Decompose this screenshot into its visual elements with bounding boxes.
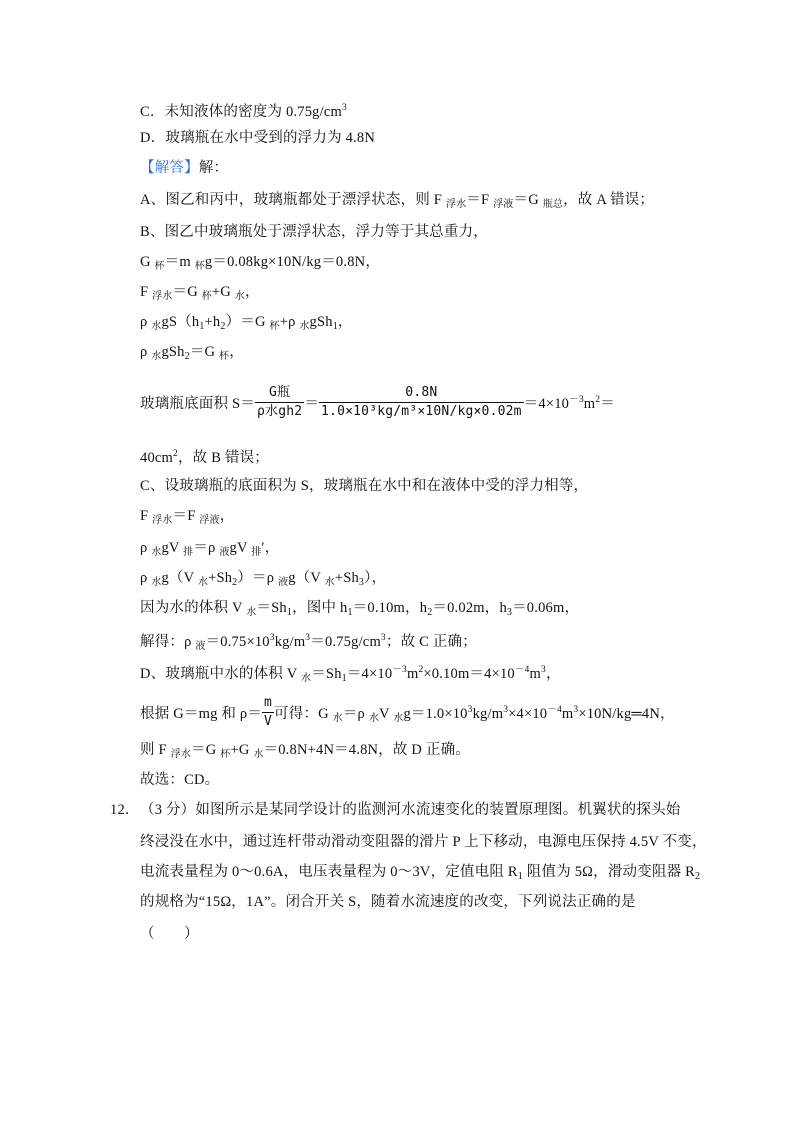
analysis-c-line-5: 因为水的体积 V $_水=Sh_1$，图中 $h_1=0.10m$，$h_2=0.02m$，$h_3=0.06m$， [140, 600, 580, 618]
analysis-b-line-3: F $_{浮水}$＝G $_杯$+G $_水$， [140, 284, 260, 302]
question-12-line-4: 的规格为“15Ω，1A”。闭合开关 S，随着水流速度的改变，下列说法正确的是 [140, 894, 636, 910]
analysis-b-line-5: ρ $_水$gSh$_2$＝G $_杯$， [140, 344, 244, 362]
fraction-2: $\frac{0.8N}{\text{1.0×10³kg/m³×10N/kg×0.02m}}$ [321, 385, 522, 420]
answer-heading: 【解答】解： [140, 160, 229, 176]
analysis-b-line-1: B、图乙中玻璃瓶处于漂浮状态，浮力等于其总重力， [140, 224, 488, 240]
question-12-number: 12． [110, 802, 140, 818]
analysis-b-line-4: ρ $_水gS(h_1+h_2)=G$ $_杯$+ρ $_水$gSh$_1$， [140, 314, 353, 332]
fraction-1: $\frac{\text{G瓶}}{\text{ρ水gh2}}$ [257, 385, 303, 420]
analysis-c-line-4: ρ $_水$g（V $_水+Sh_2)=\rho$ $_液$g（V $_水+Sh_3$）， [140, 570, 387, 588]
fraction-m-over-v: $\frac{m}{V}$ [264, 695, 273, 730]
question-12-line-3: 电流表量程为 0～0.6A，电压表量程为 0～3V，定值电阻 $R_1$ 阻值为 5Ω，滑动变阻器 $R_2$ [140, 864, 701, 882]
analysis-c-line-2: F $_{浮水}$＝F $_{浮液}$， [140, 508, 235, 526]
analysis-d-line-2: 根据 G＝mg 和 ρ＝ $\frac{m}{V}$ 可得：G $_水$＝ρ $_水$V $_水g=1.0\times 10^3kg/m^3\times 4\times 10^{-4}m^3\times 10N/kg═4N$， [140, 695, 675, 730]
analysis-a-line: A、图乙和丙中，玻璃瓶都处于漂浮状态，则 F $_{浮水}$＝F $_{浮液}$＝G $_{瓶总}$，故 A 错误； [140, 192, 655, 210]
analysis-d-line-1: D、玻璃瓶中水的体积 V $_水=Sh_1=4\times 10^{-3}m^2\times 0.10m=4\times 10^{-4}m^3$， [140, 665, 561, 684]
question-12-line-2: 终浸没在水中，通过连杆带动滑动变阻器的滑片 P 上下移动，电源电压保持 4.5V 不变， [140, 834, 707, 850]
analysis-c-line-3: ρ $_水$gV $_排$＝ρ $_液$gV $_排$′， [140, 540, 280, 558]
analysis-c-line-1: C、设玻璃瓶的底面积为 S，玻璃瓶在水中和在液体中受的浮力相等， [140, 478, 589, 494]
option-d: D．玻璃瓶在水中受到的浮力为 4.8N [140, 130, 375, 146]
analysis-b-area-formula: 玻璃瓶底面积 S＝ $\frac{\text{G瓶}}{\text{ρ水gh2}}$ ＝ $\frac{0.8N}{\text{1.0×10³kg/m³×10N/kg×0.02m}}$ $=4\times 10^{-3}m^2=$ [140, 385, 615, 420]
final-choice: 故选：CD。 [140, 772, 220, 788]
option-c: C．未知液体的密度为 $0.75g/cm^3$ [140, 103, 347, 120]
answer-tag: 【解答】 [140, 160, 199, 176]
analysis-c-line-6: 解得：ρ $_液=0.75\times 10^3kg/m^3=0.75g/cm^3$；故 C 正确； [140, 633, 477, 652]
analysis-b-line-7: $40cm^2$，故 B 错误； [140, 449, 269, 466]
question-12-line-5: （ ） [140, 926, 199, 942]
analysis-d-line-3: 则 F $_{浮水}$＝G $_杯$+G $_水$＝0.8N+4N＝4.8N，故 D 正确。 [140, 742, 471, 760]
question-12-line-1: （3 分）如图所示是某同学设计的监测河水流速变化的装置原理图。机翼状的探头始 [140, 802, 681, 818]
analysis-b-line-2: G $_杯$＝m $_杯$g＝0.08kg×10N/kg＝0.8N， [140, 254, 381, 272]
